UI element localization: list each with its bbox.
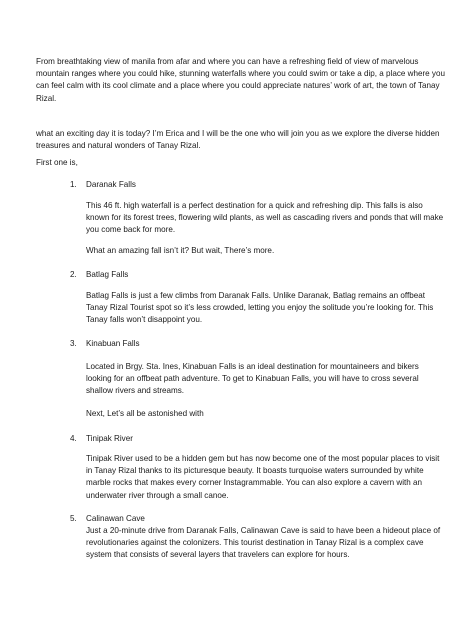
list-title: Calinawan Cave <box>86 514 145 523</box>
calinawan-description: Just a 20-minute drive from Daranak Falls, Calinawan Cave is said to have been a hideout place of revolutionaries against the colonizers. This tourist destination in Tanay Rizal is a complex cave system that consists of several layers that travelers can explore for hours. <box>86 526 441 560</box>
first-one-text: First one is, <box>36 158 78 167</box>
next-text: Next, Let’s all be astonished with <box>86 409 204 418</box>
list-item-kinabuan <box>70 338 140 350</box>
list-item-batlag <box>70 269 128 281</box>
list-item-tinipak <box>70 433 133 445</box>
greeting-paragraph: what an exciting day it is today? I’m Erica and I will be the one who will join you as we explore the diverse hidden treasures and natural wonders of Tanay Rizal. <box>36 129 440 151</box>
list-item-daranak <box>70 179 136 191</box>
intro-paragraph: From breathtaking view of manila from afar and where you can have a refreshing field of view of marvelous mountain ranges where you could hike, stunning waterfalls where you could swim or take a dip, a place where you can feel calm with its cool climate and a place where you could appreciate natures’ work of art, the town of Tanay Rizal. <box>36 57 445 103</box>
list-title: Daranak Falls <box>86 180 136 189</box>
list-item-calinawan <box>70 513 145 525</box>
list-number: 3. <box>70 339 77 348</box>
daranak-description: This 46 ft. high waterfall is a perfect destination for a quick and refreshing dip. This falls is also known for its forest trees, flowering wild plants, as well as cascading rivers and ponds that will make you come back for more. <box>86 201 444 235</box>
batlag-description: Batlag Falls is just a few climbs from Daranak Falls. Unlike Daranak, Batlag remains an offbeat Tanay Rizal Tourist spot so it’s less crowded, letting you enjoy the solitude you’re looking for. This Tanay falls won’t disappoint you. <box>86 291 434 325</box>
list-number: 5. <box>70 514 77 523</box>
list-title: Kinabuan Falls <box>86 339 140 348</box>
kinabuan-description: Located in Brgy. Sta. Ines, Kinabuan Falls is an ideal destination for mountaineers and bikers looking for an offbeat path adventure. To get to Kinabuan Falls, you will have to cross several shallow rivers and streams. <box>86 362 419 396</box>
list-number: 2. <box>70 270 77 279</box>
list-title: Tinipak River <box>86 434 133 443</box>
list-title: Batlag Falls <box>86 270 129 279</box>
list-number: 4. <box>70 434 77 443</box>
daranak-more: What an amazing fall isn’t it? But wait, There’s more. <box>86 246 275 255</box>
tinipak-description: Tinipak River used to be a hidden gem but has now become one of the most popular places to visit in Tanay Rizal thanks to its picturesque beauty. It boasts turquoise waters surrounded by white marble rocks that makes every corner Instagrammable. You can also explore a cavern with an underwater river through a small canoe. <box>86 454 440 500</box>
list-number: 1. <box>70 180 77 189</box>
